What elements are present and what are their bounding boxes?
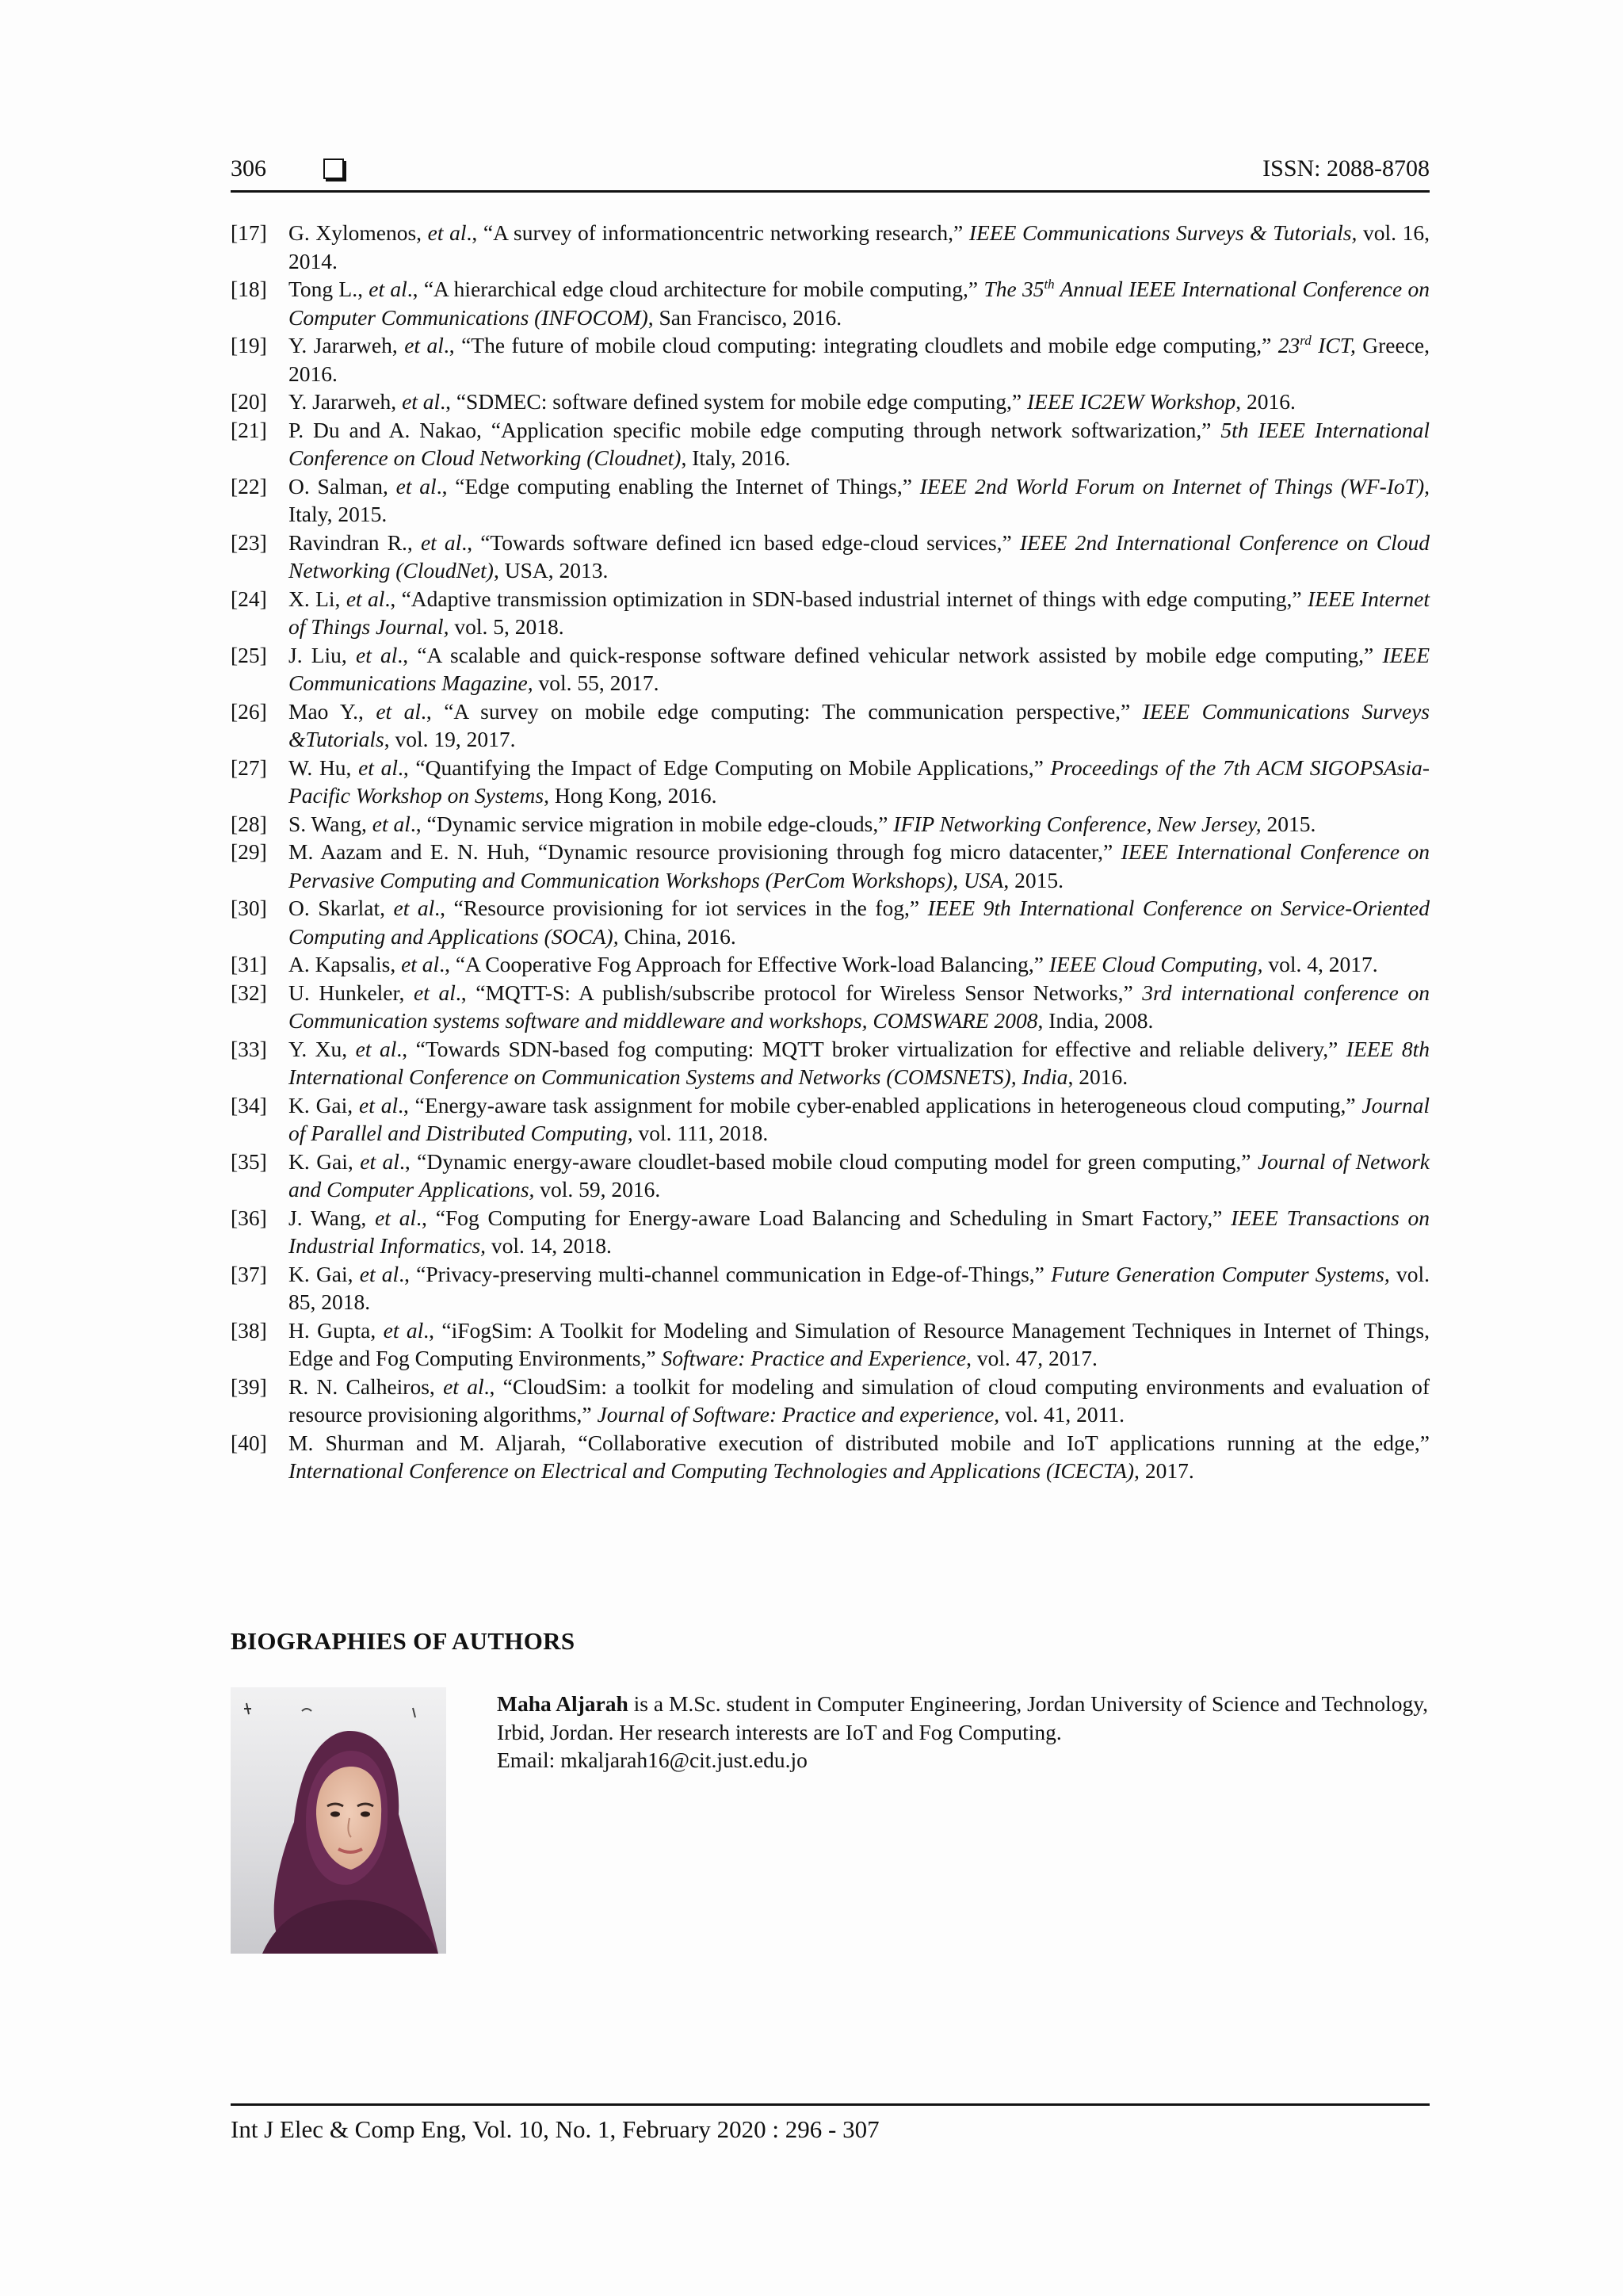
biographies-heading: BIOGRAPHIES OF AUTHORS bbox=[231, 1627, 575, 1655]
reference-item bbox=[231, 838, 1430, 894]
reference-text: A. Kapsalis, et al., “A Cooperative Fog Approach for Effective Work-load Balancing,” IEEE Cloud Computing, vol. 4, 2017. bbox=[288, 952, 1378, 976]
reference-text: M. Aazam and E. N. Huh, “Dynamic resource provisioning through fog micro datacenter,” IEEE International Conference on Pervasive Computing and Communication Workshops (PerCom Workshops), USA, 2015. bbox=[288, 839, 1430, 892]
reference-text: W. Hu, et al., “Quantifying the Impact of Edge Computing on Mobile Applications,” Proceedings of the 7th ACM SIGOPSAsia-Pacific Workshop on Systems, Hong Kong, 2016. bbox=[288, 755, 1430, 808]
reference-text: Ravindran R., et al., “Towards software defined icn based edge-cloud services,” IEEE 2nd International Conference on Cloud Networking (CloudNet), USA, 2013. bbox=[288, 529, 1430, 583]
reference-item bbox=[231, 697, 1430, 754]
reference-item bbox=[231, 1429, 1430, 1485]
reference-number: [33] bbox=[231, 1036, 267, 1061]
reference-item bbox=[231, 950, 1430, 979]
reference-text: G. Xylomenos, et al., “A survey of informationcentric networking research,” IEEE Communications Surveys & Tutorials, vol. 16, 2014. bbox=[288, 220, 1430, 273]
reference-text: S. Wang, et al., “Dynamic service migration in mobile edge-clouds,” IFIP Networking Conference, New Jersey, 2015. bbox=[288, 811, 1316, 836]
reference-number: [37] bbox=[231, 1261, 267, 1286]
reference-number: [19] bbox=[231, 333, 267, 357]
reference-text: O. Skarlat, et al., “Resource provisioning for iot services in the fog,” IEEE 9th International Conference on Service-Oriented Computing and Applications (SOCA), China, 2016. bbox=[288, 896, 1430, 949]
reference-number: [26] bbox=[231, 698, 267, 724]
reference-text: K. Gai, et al., “Energy-aware task assignment for mobile cyber-enabled applications in heterogeneous cloud computing,” Journal of Parallel and Distributed Computing, vol. 111, 2018. bbox=[288, 1092, 1430, 1145]
reference-number: [39] bbox=[231, 1373, 267, 1399]
reference-number: [29] bbox=[231, 839, 267, 864]
checkbox-square-icon bbox=[323, 159, 344, 179]
reference-list bbox=[231, 219, 1430, 1485]
reference-text: Tong L., et al., “A hierarchical edge cloud architecture for mobile computing,” The 35th Annual IEEE International Conference on Computer Communications (INFOCOM), San Francisco, 2016. bbox=[288, 276, 1430, 330]
reference-text: K. Gai, et al., “Dynamic energy-aware cloudlet-based mobile cloud computing model for green computing,” Journal of Network and Computer Applications, vol. 59, 2016. bbox=[288, 1148, 1430, 1201]
author-bio bbox=[497, 1690, 1432, 1775]
reference-item bbox=[231, 754, 1430, 810]
reference-item bbox=[231, 1316, 1430, 1373]
reference-text: H. Gupta, et al., “iFogSim: A Toolkit for Modeling and Simulation of Resource Management Techniques in Internet of Things, Edge and Fog Computing Environments,” Software: Practice and Experience, vol. 47, 2017. bbox=[288, 1317, 1430, 1370]
reference-text: Y. Jararweh, et al., “SDMEC: software defined system for mobile edge computing,” IEEE IC2EW Workshop, 2016. bbox=[288, 389, 1296, 414]
reference-text: U. Hunkeler, et al., “MQTT-S: A publish/subscribe protocol for Wireless Sensor Networks,” 3rd international conference on Communication systems software and middleware and workshops, COMSWARE 2008, India, 2008. bbox=[288, 980, 1430, 1033]
reference-item bbox=[231, 894, 1430, 950]
reference-text: Y. Xu, et al., “Towards SDN-based fog computing: MQTT broker virtualization for effective and reliable delivery,” IEEE 8th International Conference on Communication Systems and Networks (COMSNETS), India, 2016. bbox=[288, 1036, 1430, 1089]
reference-number: [20] bbox=[231, 389, 267, 414]
reference-item bbox=[231, 810, 1430, 839]
reference-number: [40] bbox=[231, 1430, 267, 1455]
reference-text: X. Li, et al., “Adaptive transmission optimization in SDN-based industrial internet of things with edge computing,” IEEE Internet of Things Journal, vol. 5, 2018. bbox=[288, 586, 1430, 639]
author-email[interactable]: Email: mkaljarah16@cit.just.edu.jo bbox=[497, 1748, 808, 1772]
reference-number: [38] bbox=[231, 1317, 267, 1343]
reference-item bbox=[231, 219, 1430, 275]
reference-text: R. N. Calheiros, et al., “CloudSim: a toolkit for modeling and simulation of cloud computing environments and evaluation of resource provisioning algorithms,” Journal of Software: Practice and experience, vol. 41, 2011. bbox=[288, 1373, 1430, 1427]
reference-number: [34] bbox=[231, 1092, 267, 1117]
author-bio-paragraph bbox=[497, 1690, 1432, 1746]
reference-item bbox=[231, 641, 1430, 697]
reference-item bbox=[231, 1035, 1430, 1091]
reference-item bbox=[231, 472, 1430, 529]
reference-item bbox=[231, 416, 1430, 472]
reference-number: [17] bbox=[231, 220, 267, 245]
reference-item bbox=[231, 1148, 1430, 1204]
reference-item bbox=[231, 1260, 1430, 1316]
author-photo bbox=[231, 1687, 446, 1954]
reference-text: P. Du and A. Nakao, “Application specific mobile edge computing through network softwarization,” 5th IEEE International Conference on Cloud Networking (Cloudnet), Italy, 2016. bbox=[288, 417, 1430, 470]
reference-text: Mao Y., et al., “A survey on mobile edge computing: The communication perspective,” IEEE Communications Surveys &Tutorials, vol. 19, 2017. bbox=[288, 698, 1430, 751]
reference-number: [31] bbox=[231, 952, 267, 976]
reference-text: Y. Jararweh, et al., “The future of mobile cloud computing: integrating cloudlets and mobile edge computing,” 23rd ICT, Greece, 2016. bbox=[288, 332, 1430, 386]
reference-number: [23] bbox=[231, 529, 267, 555]
reference-item bbox=[231, 979, 1430, 1035]
reference-item bbox=[231, 331, 1430, 388]
reference-item bbox=[231, 1373, 1430, 1429]
issn-label: ISSN: 2088-8708 bbox=[1262, 155, 1430, 181]
reference-number: [32] bbox=[231, 980, 267, 1005]
reference-number: [30] bbox=[231, 896, 267, 920]
reference-number: [18] bbox=[231, 277, 267, 301]
reference-item bbox=[231, 529, 1430, 585]
page-number: 306 bbox=[231, 155, 266, 181]
footer-citation: Int J Elec & Comp Eng, Vol. 10, No. 1, February 2020 : 296 - 307 bbox=[231, 2115, 880, 2143]
reference-number: [24] bbox=[231, 586, 267, 611]
reference-number: [25] bbox=[231, 642, 267, 667]
page-footer bbox=[231, 2103, 1430, 2143]
reference-item bbox=[231, 585, 1430, 641]
reference-text: M. Shurman and M. Aljarah, “Collaborative execution of distributed mobile and IoT applications running at the edge,” International Conference on Electrical and Computing Technologies and Applications (ICECTA), 2017. bbox=[288, 1430, 1430, 1483]
reference-number: [21] bbox=[231, 417, 267, 442]
author-bio-text: is a M.Sc. student in Computer Engineering, Jordan University of Science and Technology, Irbid, Jordan. Her research interests are IoT and Fog Computing. bbox=[497, 1691, 1429, 1744]
reference-number: [35] bbox=[231, 1148, 267, 1174]
reference-number: [28] bbox=[231, 811, 267, 836]
reference-item bbox=[231, 388, 1430, 416]
author-name: Maha Aljarah bbox=[497, 1691, 628, 1716]
author-portrait-image bbox=[231, 1687, 446, 1954]
reference-text: J. Wang, et al., “Fog Computing for Energy-aware Load Balancing and Scheduling in Smart Factory,” IEEE Transactions on Industrial Informatics, vol. 14, 2018. bbox=[288, 1205, 1430, 1258]
reference-number: [22] bbox=[231, 473, 267, 499]
reference-text: K. Gai, et al., “Privacy-preserving multi-channel communication in Edge-of-Things,” Future Generation Computer Systems, vol. 85, 2018. bbox=[288, 1261, 1430, 1314]
page-header bbox=[231, 152, 1430, 193]
reference-text: J. Liu, et al., “A scalable and quick-response software defined vehicular network assisted by mobile edge computing,” IEEE Communications Magazine, vol. 55, 2017. bbox=[288, 642, 1430, 695]
reference-number: [27] bbox=[231, 755, 267, 780]
reference-text: O. Salman, et al., “Edge computing enabling the Internet of Things,” IEEE 2nd World Forum on Internet of Things (WF-IoT), Italy, 2015. bbox=[288, 473, 1430, 526]
reference-item bbox=[231, 1091, 1430, 1148]
reference-item bbox=[231, 275, 1430, 331]
reference-item bbox=[231, 1204, 1430, 1260]
reference-number: [36] bbox=[231, 1205, 267, 1230]
